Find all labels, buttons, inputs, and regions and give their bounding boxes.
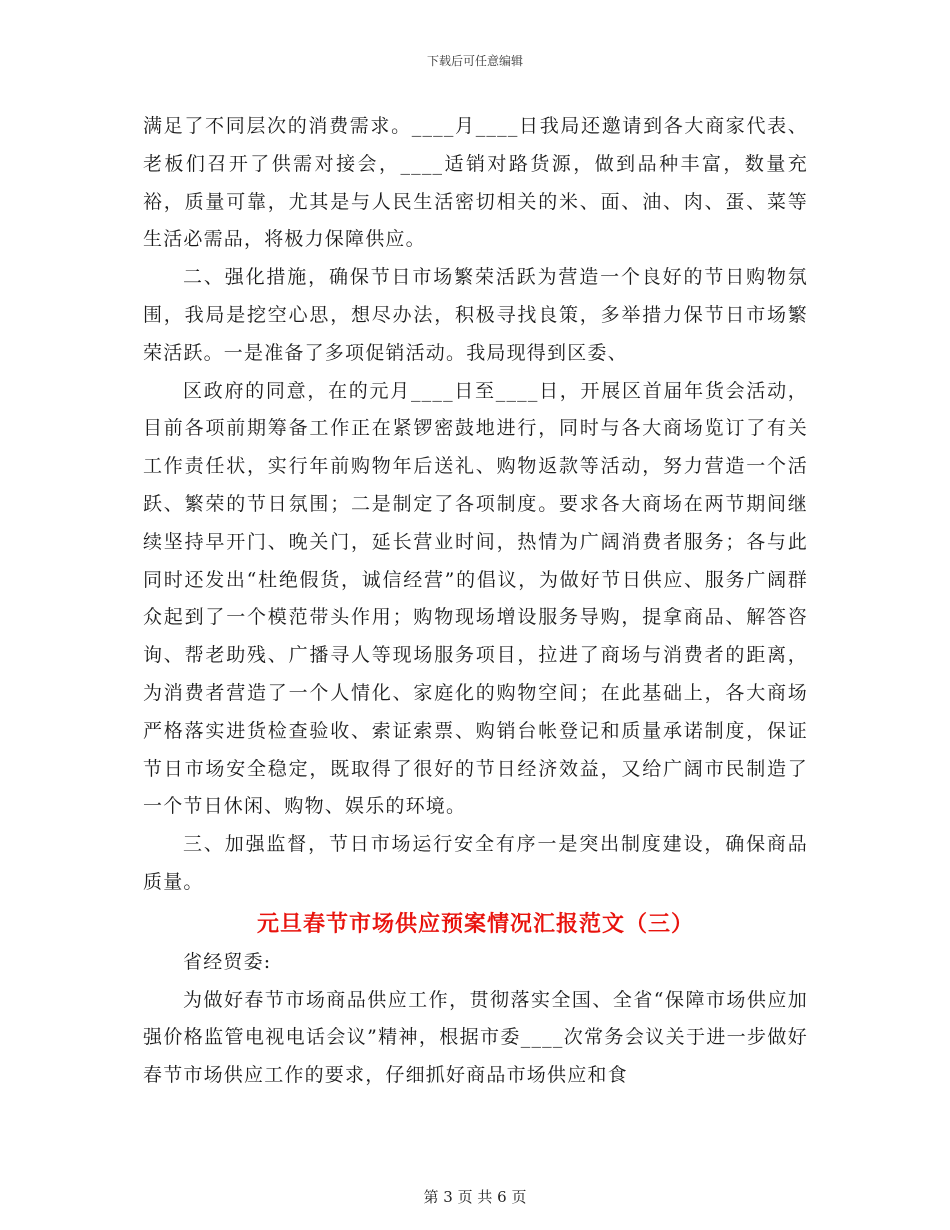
paragraph-1: 满足了不同层次的消费需求。____月____日我局还邀请到各大商家代表、老板们召开了供需对接会，____适销对路货源，做到品种丰富，数量充裕，质量可靠，尤其是与人民生活密切相关的米、面、油、肉、蛋、菜等生活必需品，将极力保障供应。	[143, 115, 808, 251]
paragraph-4: 三、加强监督，节日市场运行安全有序一是突出制度建设，确保商品质量。	[143, 833, 808, 893]
paragraph-6: 为做好春节市场商品供应工作，贯彻落实全国、全省“保障市场供应加强价格监管电视电话会议”精神，根据市委____次常务会议关于进一步做好春节市场供应工作的要求，仔细抓好商品市场供应和食	[143, 988, 808, 1087]
paragraph-2: 二、强化措施，确保节日市场繁荣活跃为营造一个良好的节日购物氛围，我局是挖空心思，想尽办法，积极寻找良策，多举措力保节日市场繁荣活跃。一是准备了多项促销活动。我局现得到区委、	[143, 266, 808, 364]
document-body	[143, 108, 808, 1095]
salutation: 省经贸委:	[183, 950, 272, 973]
paragraph-3: 区政府的同意，在的元月____日至____日，开展区首届年货会活动，目前各项前期筹备工作正在紧锣密鼓地进行，同时与各大商场览订了有关工作责任状，实行年前购物年后送礼、购物返款等活动，努力营造一个活跃、繁荣的节日氛围；二是制定了各项制度。要求各大商场在两节期间继续坚持早开门、晚关门，延长营业时间，热情为广阔消费者服务；各与此同时还发出“杜绝假货，诚信经营”的倡议，为做好节日供应、服务广阔群众起到了一个模范带头作用；购物现场增设服务导购，提拿商品、解答咨询、帮老助残、广播寻人等现场服务项目，拉进了商场与消费者的距离，为消费者营造了一个人情化、家庭化的购物空间；在此基础上，各大商场严格落实进货检查验收、索证索票、购销台帐登记和质量承诺制度，保证节日市场安全稳定，既取得了很好的节日经济效益，又给广阔市民制造了一个节日休闲、购物、娱乐的环境。	[143, 379, 808, 818]
page-header: 下载后可任意编辑	[426, 54, 523, 68]
page-footer: 第 3 页 共 6 页	[423, 1188, 527, 1206]
section-heading: 元旦春节市场供应预案情况汇报范文（三）	[256, 910, 694, 937]
